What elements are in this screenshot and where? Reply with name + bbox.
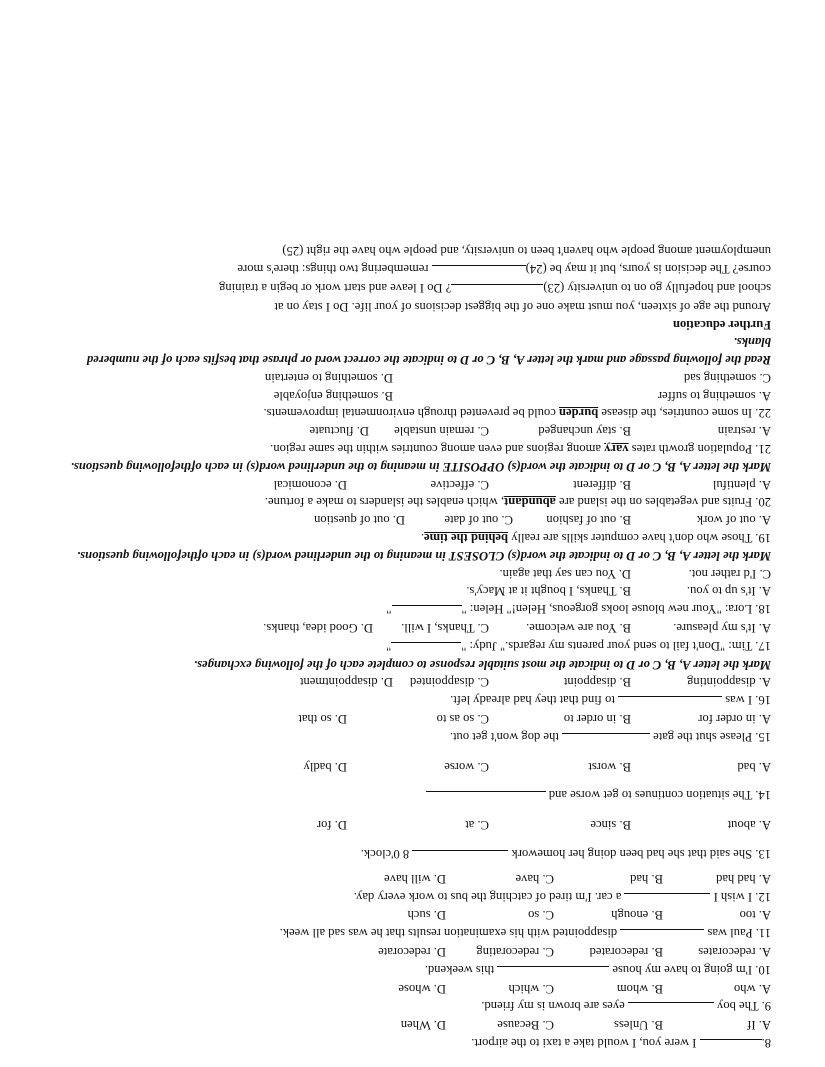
options-17: [49, 618, 771, 636]
option-c: C. something sad: [683, 370, 771, 385]
option-d: D. for: [316, 818, 347, 833]
question-text: 18. Lora: "Your new blouse looks gorgeous, Helen!" Helen: ": [461, 602, 771, 617]
question-text: 17. Tim: "Don't fail to send your parents my regards." Judy: ": [461, 638, 771, 653]
option-d: D. redecorate: [378, 945, 446, 960]
option-c: C. I'd rather not.: [688, 566, 771, 581]
worksheet-content: [49, 242, 771, 1052]
option-b: B. enough: [611, 908, 663, 923]
option-d: D. will have: [384, 871, 446, 886]
options-22b: [49, 368, 771, 386]
option-b: B. whom: [616, 981, 663, 996]
passage-line-1: Around the age of sixteen, you must make one of the biggest decisions of your life. Do I stay on at: [274, 299, 771, 314]
option-b: B. since: [590, 818, 631, 833]
option-a: A. bad: [737, 759, 771, 774]
option-d: D. something to entertain: [264, 370, 393, 385]
question-text: to find that they had already left.: [450, 693, 615, 708]
option-b: B. You are welcome.: [526, 621, 631, 636]
underlined-phrase: behind the time: [424, 531, 509, 546]
option-a: A. out of work: [696, 513, 771, 528]
options-19: [49, 510, 771, 528]
passage-text: remembering two things: there's more: [237, 262, 429, 277]
question-8: [49, 1033, 771, 1052]
option-b: B. redecorated: [589, 945, 663, 960]
underlined-word: abundant: [504, 495, 556, 510]
answer-blank: [700, 1039, 762, 1052]
question-14: [49, 786, 771, 805]
question-text: 13. She said that she had been doing her homework: [511, 847, 771, 862]
passage-text: ? Do I leave and start work or begin a training: [219, 280, 452, 295]
question-text: 19. Those who don't have computer skills are really: [511, 531, 771, 546]
question-21: [49, 439, 771, 457]
passage-title: Further education: [672, 317, 771, 332]
question-number: 8.: [761, 1036, 771, 1050]
option-b: B. something enjoyable: [273, 388, 393, 403]
option-d: D. Good idea, thanks.: [263, 621, 373, 636]
underlined-word: burden: [559, 406, 599, 421]
option-a: A. disappointing: [687, 675, 771, 690]
instruction-closest: Mark the letter A, B, C or D to indicate the word(s) CLOSEST in meaning to the underlined word(s) in each ofthefollowing questions.: [76, 548, 771, 563]
question-13: [49, 844, 771, 863]
options-12: [49, 869, 771, 887]
question-text: 22. In some countries, the disease: [601, 406, 771, 421]
instruction-exchanges: Mark the letter A, B, C or D to indicate the most suitable response to complete each of the following exchanges.: [193, 657, 771, 672]
answer-blank: [426, 791, 546, 804]
options-21: [49, 422, 771, 440]
underlined-word: vary: [604, 442, 629, 457]
option-b: B. worst: [588, 759, 631, 774]
option-c: C. effective: [430, 477, 489, 492]
answer-blank: [628, 1002, 714, 1015]
question-22: [49, 404, 771, 422]
option-d: D. badly: [303, 759, 347, 774]
option-c: C. worse: [444, 759, 489, 774]
question-text: 15. Please shut the gate: [653, 729, 771, 744]
question-text: the dog won't get out.: [449, 729, 559, 744]
question-text: 12. I wish I: [713, 889, 771, 904]
answer-blank: [392, 605, 462, 618]
option-c: C. so: [528, 908, 554, 923]
option-c: C. Because: [497, 1018, 554, 1033]
options-22a: [49, 386, 771, 404]
option-c: C. have: [515, 871, 554, 886]
options-15: [49, 709, 771, 727]
option-d: D. such: [407, 908, 446, 923]
passage-text: course? The decision is yours, but it may be (24): [525, 262, 771, 277]
question-text: a car. I'm tired of catching the bus to work every day.: [353, 889, 622, 904]
options-11: [49, 906, 771, 924]
option-b: B. different: [573, 477, 631, 492]
question-15: [49, 727, 771, 746]
option-d: D. out of question: [314, 513, 405, 528]
option-c: C. which: [508, 981, 554, 996]
question-text: 20. Fruits and vegetables on the island are: [559, 495, 771, 510]
option-a: A. redecorates: [698, 945, 771, 960]
question-text: among regions and even among countries within the same region.: [270, 442, 601, 457]
question-20: [49, 493, 771, 511]
option-b: B. in order to: [563, 712, 631, 727]
option-c: C. out of date: [444, 513, 513, 528]
option-b: B. had: [630, 871, 663, 886]
option-d: D. whose: [398, 981, 446, 996]
question-17: [49, 636, 771, 655]
question-text: eyes are brown is my friend.: [481, 999, 625, 1014]
option-b: B. out of fashion: [546, 513, 631, 528]
option-a: A. in order for: [698, 712, 771, 727]
answer-blank: [562, 733, 650, 746]
question-16: [49, 690, 771, 709]
option-a: A. about: [727, 818, 771, 833]
options-18a: [49, 582, 771, 600]
question-10: [49, 960, 771, 979]
option-c: C. so as to: [436, 712, 489, 727]
passage-line-4: unemployment among people who haven't been to university, and people who have the right (25): [282, 244, 771, 259]
option-a: A. It's up to you.: [686, 584, 771, 599]
question-19: 19. Those who don't have computer skills are really behind the time.: [420, 531, 771, 546]
closing-quote: ": [386, 602, 392, 617]
question-text: could be prevented through environmental improvements.: [263, 406, 556, 421]
options-13: [49, 815, 771, 833]
options-18b: [49, 564, 771, 582]
option-a: A. who: [733, 981, 771, 996]
option-a: A. something to suffer: [657, 388, 771, 403]
closing-quote: ": [386, 638, 392, 653]
blank-23: [451, 284, 543, 297]
option-a: A. plentiful: [712, 477, 771, 492]
question-text: 8 0'clock.: [360, 847, 410, 862]
question-text: 10. I'm going to have my house: [612, 962, 771, 977]
question-text: 11. Paul was: [707, 926, 771, 941]
answer-blank: [497, 966, 609, 979]
option-d: D. fluctuate: [309, 424, 369, 439]
option-c: C. at: [465, 818, 489, 833]
option-c: C. disappointed: [409, 675, 489, 690]
passage-line-2: [49, 278, 771, 297]
question-text: 9. The boy: [717, 999, 771, 1014]
question-text: , which enables the islanders to make a fortune.: [264, 495, 505, 510]
option-b: B. stay unchanged: [538, 424, 631, 439]
question-text: 21. Population growth rates: [631, 442, 771, 457]
blank-24: [432, 265, 526, 278]
option-d: D. so that: [298, 712, 347, 727]
options-9: [49, 979, 771, 997]
option-a: A. restrain: [717, 424, 771, 439]
option-a: A. It's my pleasure.: [673, 621, 771, 636]
passage-text: school and hopefully go on to university (23): [543, 280, 771, 295]
question-18: [49, 599, 771, 618]
option-c: C. Thanks, I will.: [401, 621, 489, 636]
question-12: [49, 887, 771, 906]
question-9: [49, 997, 771, 1016]
option-c: C. remain unstable: [394, 424, 489, 439]
answer-blank: [624, 893, 710, 906]
options-16: [49, 673, 771, 691]
question-text: 16. I was: [725, 693, 771, 708]
question-text: this weekend.: [424, 962, 495, 977]
option-a: A. If: [747, 1018, 771, 1033]
option-d: D. You can say that again.: [499, 566, 631, 581]
instruction-passage: Read the following passage and mark the letter A, B, C or D to indicate the correct word or phrase that besfits each of the numbered blanks.: [86, 335, 771, 368]
option-b: B. Unless: [614, 1018, 663, 1033]
option-c: C. redecorating: [476, 945, 554, 960]
answer-blank: [391, 642, 461, 655]
passage-line-3: [49, 259, 771, 278]
options-20: [49, 475, 771, 493]
question-text: I were you, I would take a taxi to the airport.: [471, 1036, 697, 1050]
option-d: D. economical: [273, 477, 347, 492]
option-d: D. disappointment: [299, 675, 393, 690]
option-b: B. disappoint: [563, 675, 631, 690]
options-14: [49, 757, 771, 775]
question-11: [49, 923, 771, 942]
option-a: A. too: [739, 908, 771, 923]
instruction-opposite: Mark the letter A, B, C or D to indicate the word(s) OPPOSITE in meaning to the underlined word(s) in each ofthefollowing questions.: [70, 459, 771, 474]
answer-blank: [618, 696, 722, 709]
answer-blank: [412, 850, 508, 863]
option-d: D. When: [400, 1018, 446, 1033]
options-8: [49, 1015, 771, 1033]
answer-blank: [620, 929, 704, 942]
options-10: [49, 942, 771, 960]
option-a: A. had had: [716, 871, 771, 886]
question-text: 14. The situation continues to get worse and: [548, 788, 771, 803]
option-b: B. Thanks, I bought it at Macy's.: [466, 584, 631, 599]
question-text: disappointed with his examination results that he was sad all week.: [279, 926, 618, 941]
